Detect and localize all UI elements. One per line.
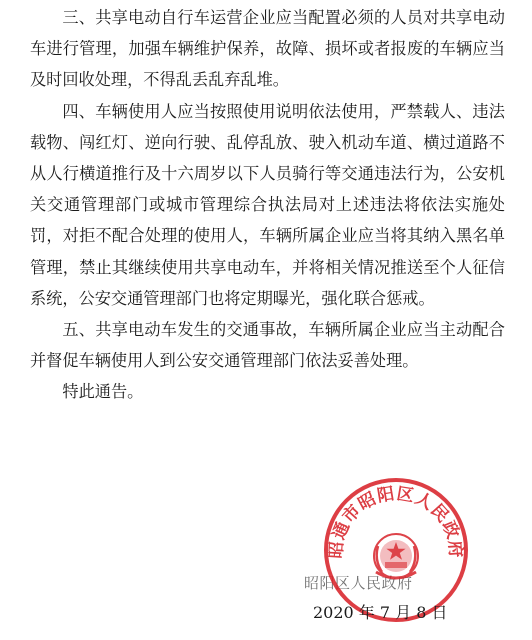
national-emblem-icon: [374, 534, 418, 578]
closing-line: 特此通告。: [62, 382, 144, 402]
seal-arc-text: 昭通市昭阳区人民政府: [326, 483, 466, 560]
paragraph-four: 四、车辆使用人应当按照使用说明依法使用，严禁载人、违法载物、闯红灯、逆向行驶、乱停乱放、驶入机动车道、横过道路不从人行横道推行及十六周岁以下人员骑行等交通违法行为，公安机关交通管理部门或城市管理综合执法局对上述违法将依法实施处罚，对拒不配合处理的使用人，车辆所属企业应当将其纳入黑名单管理，禁止其继续使用共享电动车，并将相关情况推送至个人征信系统，公安交通管理部门也将定期曝光，强化联合惩戒。: [30, 101, 505, 308]
paragraph-five: 五、共享电动车发生的交通事故，车辆所属企业应当主动配合并督促车辆使用人到公安交通管理部门依法妥善处理。: [30, 320, 505, 371]
signature-date: 2020 年 7 月 8 日: [313, 603, 448, 622]
signature-organization: 昭阳区人民政府: [304, 574, 413, 592]
paragraph-three: 三、共享电动自行车运营企业应当配置必须的人员对共享电动车进行管理，加强车辆维护保养，故障、损坏或者报废的车辆应当及时回收处理，不得乱丢乱弃乱堆。: [30, 8, 505, 90]
notice-body: [30, 2, 505, 408]
